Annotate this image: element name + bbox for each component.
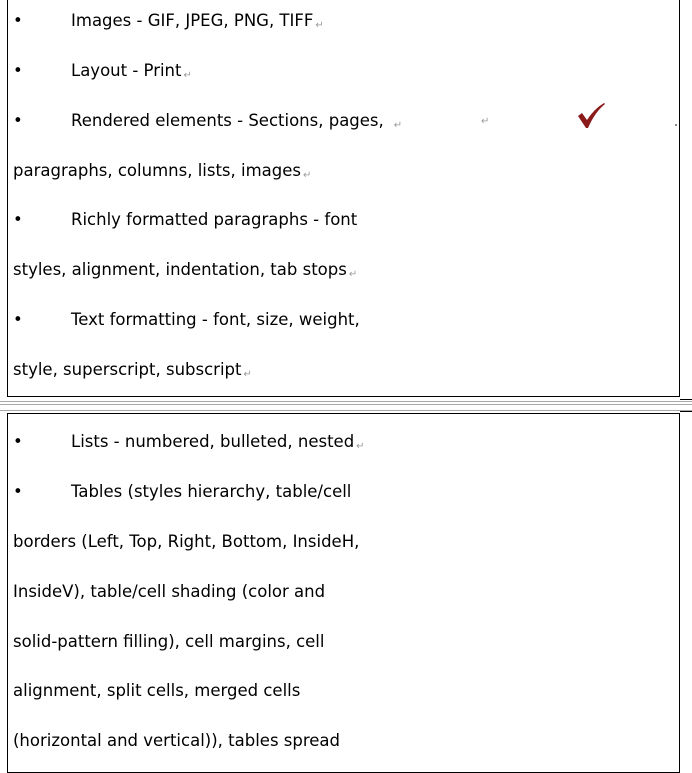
list-item <box>13 480 351 504</box>
line-text: Rendered elements - Sections, pages, <box>71 111 384 130</box>
list-item <box>13 159 311 183</box>
line-text: style, superscript, subscript <box>13 360 242 379</box>
cell-end-mark-icon: ↵ <box>481 116 490 127</box>
paragraph-mark-icon: ↵ <box>356 441 365 452</box>
bullet: • <box>13 310 23 329</box>
page-separator <box>0 404 692 405</box>
document-page-1 <box>7 0 680 397</box>
line-text: Layout - Print <box>71 61 182 80</box>
list-item <box>13 258 357 282</box>
checkmark-icon <box>576 101 606 131</box>
paragraph-mark-icon: ↵ <box>315 20 324 31</box>
line-text: paragraphs, columns, lists, images <box>13 161 302 180</box>
paragraph-mark-icon: ↵ <box>243 369 252 380</box>
line-text: Lists - numbered, bulleted, nested <box>71 432 355 451</box>
list-item <box>13 530 359 554</box>
page-separator <box>680 399 692 400</box>
line-text: Images - GIF, JPEG, PNG, TIFF <box>71 11 314 30</box>
list-item <box>13 430 365 454</box>
line-text: Richly formatted paragraphs - font <box>71 210 358 229</box>
line-text: Tables (styles hierarchy, table/cell <box>71 482 352 501</box>
paragraph-mark-icon: ↵ <box>303 170 312 181</box>
list-item <box>13 358 252 382</box>
line-text: solid-pattern filling), cell margins, cell <box>13 632 325 651</box>
line-text: styles, alignment, indentation, tab stops <box>13 260 347 279</box>
line-text: alignment, split cells, merged cells <box>13 681 301 700</box>
bullet: • <box>13 61 23 80</box>
list-item <box>13 208 357 232</box>
document-page-2 <box>7 413 680 773</box>
paragraph-mark-icon: ↵ <box>393 120 403 131</box>
list-item <box>13 9 324 33</box>
paragraph-mark-icon: ↵ <box>183 70 192 81</box>
list-item <box>13 59 192 83</box>
line-text: InsideV), table/cell shading (color and <box>13 582 326 601</box>
bullet: • <box>13 111 23 130</box>
page-separator <box>680 411 692 412</box>
line-text: (horizontal and vertical)), tables spread <box>13 731 341 750</box>
list-item <box>13 679 300 703</box>
bullet: • <box>13 432 23 451</box>
bullet: • <box>13 11 23 30</box>
bullet: • <box>13 482 23 501</box>
list-item <box>13 580 325 604</box>
bullet: • <box>13 210 23 229</box>
line-text: borders (Left, Top, Right, Bottom, InsideH, <box>13 532 360 551</box>
list-item <box>13 308 360 332</box>
page-separator <box>0 410 692 411</box>
page-separator <box>0 401 692 402</box>
list-item <box>13 630 324 654</box>
cell-end-mark-icon <box>675 124 677 126</box>
paragraph-mark-icon: ↵ <box>348 269 358 280</box>
line-text: Text formatting - font, size, weight, <box>71 310 360 329</box>
list-item <box>13 109 402 133</box>
list-item <box>13 729 340 753</box>
